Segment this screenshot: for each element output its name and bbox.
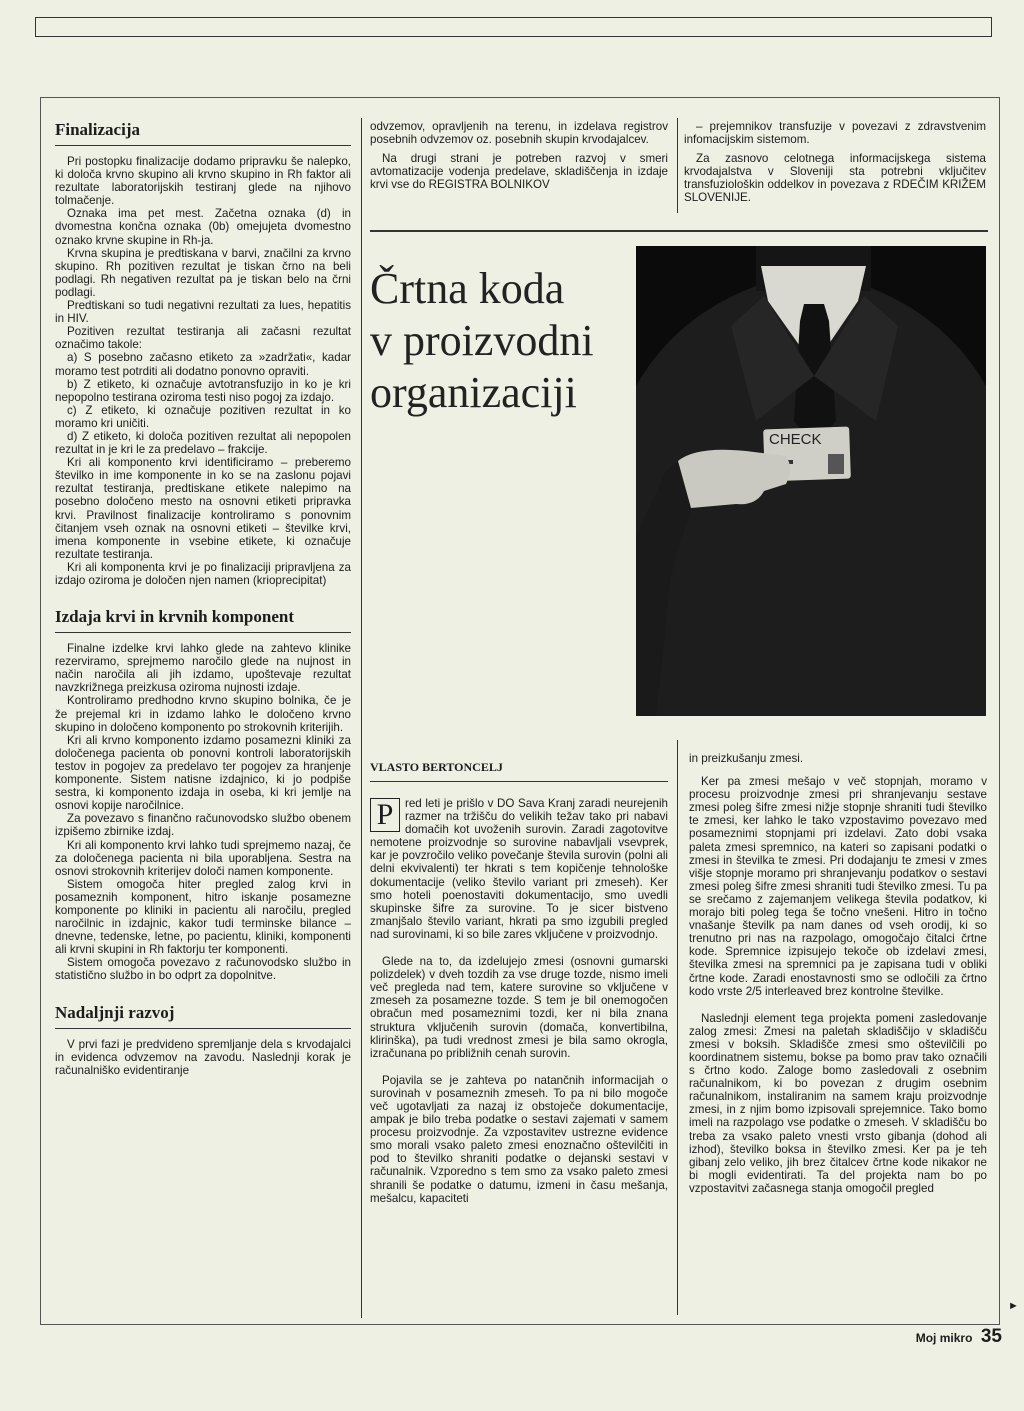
- page-number: 35: [980, 1326, 1002, 1347]
- paragraph: Kri ali komponento krvi lahko tudi sprejmemo nazaj, če za določenega pacienta ni bila uporabljena. Sestra na osnovi strokovnih kriterijev določi namen komponente.: [55, 838, 351, 878]
- magazine-name: Moj mikro: [915, 1331, 973, 1345]
- paragraph: Na drugi strani je potreben razvoj v smeri avtomatizacije vodenja predelave, skladiščenja in izdaje krvi vse do REGISTRA BOLNIKOV: [370, 152, 668, 192]
- author-byline: VLASTO BERTONCELJ: [370, 760, 668, 782]
- paragraph: Pri postopku finalizacije dodamo pripravku še nalepko, ki določa krvno skupino ali krvno skupino in Rh faktor ali rezultate laboratorijskih testiranj glede na njihovo tolmačenje.: [55, 155, 351, 208]
- paragraph: Sistem omogoča hiter pregled zalog krvi in posameznih komponent, hitro iskanje posamezne komponente po kliniki in pacientu ali naročilu, pregled naročilnic in izdajnic, kakor tudi terminske bilance – dnevne, tedenske, letne, po pacientu, kliniki, komponenti ali krvni skupini in Rh faktorju ter komponenti.: [55, 877, 351, 957]
- paragraph: Kontroliramo predhodno krvno skupino bolnika, če je že prejemal kri in izdamo lahko le določeno krvno skupino in določeno komponento po strokovnih kriterijih.: [55, 694, 351, 734]
- paragraph: Kri ali komponenta krvi je po finalizaciji pripravljena za izdajo oziroma je določen njen namen (krioprecipitat): [55, 560, 351, 587]
- column-divider: [677, 740, 678, 1315]
- column-divider: [677, 118, 678, 213]
- finalizacija-body: [55, 155, 351, 587]
- paragraph: Pojavila se je zahteva po natančnih informacijah o surovinah v posameznih zmeseh. To pa ni bilo mogoče več ugotavljati za nazaj iz obstoječe dokumentacije, ampak je bilo treba podatke o sestavi zajemati v samem procesu proizvodnje. Za vzpostavitev ustrezne evidence smo morali vsako paleto zmesi enoznačno oštevilčiti in pod to številko shraniti podatke o dejanski sestavi v računalnik. Vzporedno s tem smo za vsako paleto zmesi shranili še podatke o datumu, izmeni in času mešanja, mešalcu, kapaciteti: [370, 1073, 668, 1205]
- column-divider: [361, 118, 362, 1318]
- drop-cap: P: [370, 798, 400, 832]
- paragraph: – prejemnikov transfuzije v povezavi z zdravstvenim infomacijskim sistemom.: [684, 120, 986, 147]
- paragraph: d) Z etiketo, ki določa pozitiven rezultat ali nepopolen rezultat in je kri le za predelavo – frakcije.: [55, 429, 351, 457]
- heading-nadaljnji-razvoj: Nadaljnji razvoj: [55, 1003, 351, 1029]
- article-photo: [636, 246, 986, 716]
- paragraph: V prvi fazi je predvideno spremljanje dela s krvodajalci in evidenca odvzemov na zavodu. Naslednji korak je računalniško evidentiranje: [55, 1037, 351, 1077]
- paragraph: Sistem omogoča povezavo z računovodsko službo in statistično službo in bo odprt za dopolnitve.: [55, 956, 351, 983]
- izdaja-body: [55, 642, 351, 982]
- column-right: [689, 752, 987, 1195]
- paragraph: in preizkušanju zmesi.: [689, 752, 804, 765]
- paragraph: Oznaka ima pet mest. Začetna oznaka (d) in dvomestna končna oznaka (0b) omejujeta dvomestno oznako krvne skupine in Rh-ja.: [55, 207, 351, 247]
- paragraph: Krvna skupina je predtiskana v barvi, značilni za krvno skupino. Rh pozitiven rezultat je tiskan črno na beli podlagi. Rh negativen rezultat pa je tiskan belo na črni podlagi.: [55, 246, 351, 299]
- heading-finalizacija: Finalizacija: [55, 120, 351, 146]
- nadaljnji-body: [55, 1038, 351, 1077]
- man-with-card-illustration: [636, 246, 986, 716]
- paragraph: Za zasnovo celotnega informacijskega sistema krvodajalstva v Sloveniji sta potrebni vključitev transfuziološkin oddelkov in povezava z RDEČIM KRIŽEM SLOVENIJE.: [684, 152, 986, 205]
- title-line: organizaciji: [370, 368, 577, 417]
- paragraph: b) Z etiketo, ki označuje avtotransfuzijo in ko je kri nepopolno testirana oziroma testi niso pogoj za izdajo.: [55, 377, 351, 404]
- column-middle-top: [370, 120, 668, 191]
- paragraph: Za povezavo s finančno računovodsko službo obenem izpišemo zbirnike izdaj.: [55, 812, 351, 839]
- paragraph: Finalne izdelke krvi lahko glede na zahtevo klinike rezerviramo, sprejmemo naročilo glede na nujnost in način naročila ali jih izdamo, upoštevaje rezultat navzkrižnega preizkusa oziroma nujnosti izdaje.: [55, 642, 351, 695]
- paragraph: red leti je prišlo v DO Sava Kranj zaradi neurejenih razmer na tržišču do velikih težav tako pri nabavi domačih kot uvoženih surovin. Zaradi zagotovitve nemotene proizvodnje so surovine nabavljali vsevprek, kar je povzročilo veliko povečanje števila surovin (polni ali delni ekvivalenti) ter hkrati s tem kopičenje tehnološke dokumentacije (veliko število variant pri zmeseh). Ker smo hoteli poenostaviti dokumentacijo, smo uvedli skupinske šifre za surovine. To je sicer bistveno zmanjšalo število variant, hkrati pa smo izgubili pregled nad surovinami, ki so bile zares vključene v proizvodnjo.: [370, 797, 668, 941]
- column-left: [55, 120, 351, 1077]
- article-separator: [370, 230, 988, 232]
- paragraph: Ker pa zmesi mešajo v več stopnjah, moramo v procesu proizvodnje zmesi pri shranjevanju sestave zmesi poleg šifre zmesi nižje stopnje shraniti tudi številko te zmesi, ker lahko le tako vzpostavimo povezavo med posameznimi stopnjami pri izdelavi. Zato dobi vsaka paleta zmesi spremnico, na kateri so zapisani podatki o zmesi in številka te zmesi. Pri dodajanju te zmesi v zmes višje stopnje moramo pri shranjevanju podatkov o sestavi zmesi poleg šifre zmesi shraniti tudi številko zmesi. Tu pa se srečamo z zajemanjem velikega števila podatkov, ki morajo biti poleg tega še točno vnešeni. Hitro in točno vnašanje številk pa nam danes od vseh orodij, ki so trenutno pri nas na razpolago, omogočajo čitalci črtne kode. Spremnice izpisujejo tekoče ob izdelavi zmesi, številka zmesi na spremnici pa je zapisana tudi v obliki črtne kode. Zaradi enostavnosti smo se odločili za črtno kodo vrste 2/5 interleaved brez kontrolne številke.: [689, 775, 987, 998]
- page-footer: [916, 1326, 1002, 1348]
- paragraph: c) Z etiketo, ki označuje pozitiven rezultat in ko moramo kri uničiti.: [55, 403, 351, 430]
- article-title: [370, 263, 620, 419]
- card-label: CHECK: [769, 431, 822, 448]
- paragraph: Glede na to, da izdelujejo zmesi (osnovni gumarski polizdelek) v dveh tozdih za vse druge tozde, nismo imeli več pregleda nad tem, katere surovine so vključene v zmeseh za posamezne tozde. S tem je bil onemogočen obračun med posameznimi tozdi, ker ni bila znana struktura vključenih surovin (domača, konvertibilna, klirinška), pa tudi vrednost zmesi je bila samo okrogla, izračunana po približnih cenah surovin.: [370, 955, 668, 1060]
- paragraph: Naslednji element tega projekta pomeni zasledovanje zalog zmesi: Zmesi na paletah skladiščijo v skladišču zmesi v boksih. Skladišče zmesi smo oštevilčili po koordinatnem sistemu, bokse pa bomo prav tako označili s črtno kodo. Zaloge bomo zasledovali z osebnim računalnikom, ki bo povezan z drugim osebnim računalnikom, instaliranim na samem kraju proizvodnje zmesi, in z njim bomo izpisovali sprejemnice. Tako bomo imeli na razpolago vse podatke o zmeseh. V skladišču bo treba za vsako paleto vnesti vrsto gibanja (dohod ali izhod), številko boksa in številko zmesi. Ker pa je teh gibanj zelo veliko, jih brez čitalcev črtne kode nikakor ne bi mogli evidentirati. Ta del projekta nam bo po vzpostavitvi začasnega stanja omogočil pregled: [689, 1011, 987, 1195]
- paragraph: Kri ali komponento krvi identificiramo – preberemo številko in ime komponente in ko se na zaslonu pojavi rezultat testiranja, predtiskane etikete nalepimo na posebno določeno mesto na osnovni etiketi pripravka krvi. Pravilnost finalizacije kontroliramo s ponovnim čitanjem vseh oznak na osnovni etiketi – številke krvi, imena komponente in vsebine etikete, ki označuje rezultate testiranja.: [55, 456, 351, 561]
- continue-arrow-icon: ►: [1008, 1300, 1019, 1312]
- paragraph: Pozitiven rezultat testiranja ali začasni rezultat označimo takole:: [55, 325, 351, 352]
- title-line: v proizvodni: [370, 316, 594, 365]
- column-right-top: [684, 120, 986, 205]
- title-line: Črtna koda: [370, 264, 565, 313]
- paragraph: a) S posebno začasno etiketo za »zadržati«, kadar moramo test potrditi ali dodatno ponovno opraviti.: [55, 351, 351, 378]
- header-box: [35, 17, 992, 37]
- paragraph: odvzemov, opravljenih na terenu, in izdelava registrov posebnih odvzemov oz. posebnih skupin krvodajalcev.: [370, 120, 668, 147]
- heading-izdaja: Izdaja krvi in krvnih komponent: [55, 607, 351, 633]
- paragraph: Kri ali krvno komponento izdamo posamezni kliniki za določenega pacienta ob ponovni kontroli laboratorijskih testov in pogojev za predelavo ter pogojev za hranjenje komponente. Sistem natisne izdajnico, ki jo podpiše sestra, ki komponento izdaja in oseba, ki kri jemlje na osnovi kopije naročilnice.: [55, 733, 351, 813]
- column-middle: [370, 797, 668, 1205]
- paragraph: Predtiskani so tudi negativni rezultati za lues, hepatitis in HIV.: [55, 299, 351, 326]
